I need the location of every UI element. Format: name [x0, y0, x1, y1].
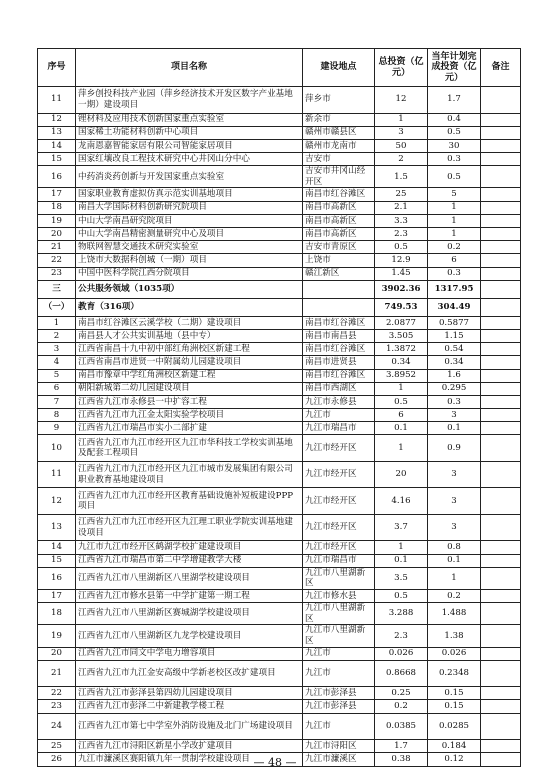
- cell-project-name: 锂材料及应用技术创新国家重点实验室: [76, 113, 303, 126]
- cell-note: [481, 228, 521, 241]
- cell-total-investment: 2.0877: [375, 316, 428, 329]
- page-number: — 48 —: [253, 756, 297, 769]
- cell-annual-plan: 0.0285: [428, 713, 481, 740]
- table-row: [38, 241, 521, 254]
- cell-annual-plan: 3: [428, 488, 481, 515]
- cell-annual-plan: 1317.95: [428, 280, 481, 298]
- cell-total-investment: 3.7: [375, 514, 428, 541]
- cell-project-name: 南昌市豫章中学红角洲校区新建工程: [76, 369, 303, 382]
- cell-project-name: 江西省九江市九江市经开区九江市华科技工学校实训基地及配套工程项目: [76, 435, 303, 462]
- cell-annual-plan: 1: [428, 201, 481, 214]
- cell-annual-plan: 304.49: [428, 298, 481, 316]
- cell-index: 21: [38, 241, 76, 254]
- table-row: [38, 700, 521, 713]
- cell-index: 7: [38, 395, 76, 408]
- cell-total-investment: 0.2: [375, 700, 428, 713]
- cell-total-investment: 3.8952: [375, 369, 428, 382]
- cell-project-name: 江西省九江市同文中学电力增容项目: [76, 647, 303, 660]
- cell-total-investment: 2.3: [375, 625, 428, 647]
- header-location: 建设地点: [303, 49, 375, 87]
- cell-total-investment: 1: [375, 382, 428, 395]
- cell-total-investment: 0.0385: [375, 713, 428, 740]
- cell-location: 赣州市龙南市: [303, 139, 375, 152]
- cell-index: 20: [38, 647, 76, 660]
- cell-note: [481, 514, 521, 541]
- cell-index: 8: [38, 409, 76, 422]
- project-table: [37, 48, 521, 767]
- cell-note: [481, 713, 521, 740]
- table-row: [38, 660, 521, 687]
- cell-project-name: 国家红壤改良工程技术研究中心井冈山分中心: [76, 153, 303, 166]
- header-index: 序号: [38, 49, 76, 87]
- section-row: [38, 280, 521, 298]
- cell-note: [481, 201, 521, 214]
- cell-total-investment: 3.5: [375, 567, 428, 589]
- cell-project-name: 江西省九江市浔阳区新星小学改扩建项目: [76, 740, 303, 753]
- cell-annual-plan: 0.34: [428, 356, 481, 369]
- cell-project-name: 江西省九江市第七中学室外消防设施及北门广场建设项目: [76, 713, 303, 740]
- table-row: [38, 166, 521, 188]
- cell-note: [481, 625, 521, 647]
- cell-location: 南昌市高新区: [303, 201, 375, 214]
- cell-index: 20: [38, 228, 76, 241]
- cell-total-investment: 0.5: [375, 241, 428, 254]
- cell-total-investment: 0.1: [375, 554, 428, 567]
- table-row: [38, 409, 521, 422]
- cell-index: 1: [38, 316, 76, 329]
- cell-index: 11: [38, 461, 76, 488]
- cell-project-name: 九江市濂溪区赛阳镇九年一贯制学校建设项目: [76, 753, 303, 766]
- cell-index: 12: [38, 488, 76, 515]
- cell-total-investment: 0.5: [375, 395, 428, 408]
- cell-location: 九江市经开区: [303, 435, 375, 462]
- cell-total-investment: 1.7: [375, 740, 428, 753]
- cell-project-name: 中山大学南昌研究院项目: [76, 214, 303, 227]
- header-note: 备注: [481, 49, 521, 87]
- cell-index: 17: [38, 188, 76, 201]
- cell-project-name: 中山大学南昌精密测量研究中心及项目: [76, 228, 303, 241]
- table-row: [38, 87, 521, 114]
- cell-annual-plan: 0.5: [428, 166, 481, 188]
- cell-index: 23: [38, 267, 76, 280]
- cell-index: 17: [38, 590, 76, 603]
- cell-note: [481, 660, 521, 687]
- cell-total-investment: 1.3872: [375, 343, 428, 356]
- cell-index: 3: [38, 343, 76, 356]
- table-row: [38, 740, 521, 753]
- cell-project-name: 萍乡创投科技产业园（萍乡经济技术开发区数字产业基地一期）建设项目: [76, 87, 303, 114]
- cell-total-investment: 1: [375, 541, 428, 554]
- cell-project-name: 江西省九江市八里湖新区八里湖学校建设项目: [76, 567, 303, 589]
- cell-total-investment: 6: [375, 409, 428, 422]
- cell-location: 上饶市: [303, 254, 375, 267]
- cell-project-name: 教育（316项）: [76, 298, 303, 316]
- cell-annual-plan: 1: [428, 567, 481, 589]
- cell-annual-plan: 0.9: [428, 435, 481, 462]
- cell-annual-plan: 0.3: [428, 395, 481, 408]
- cell-project-name: 朝阳新城第二幼儿园建设项目: [76, 382, 303, 395]
- cell-location: 九江市: [303, 409, 375, 422]
- table-row: [38, 395, 521, 408]
- cell-index: 12: [38, 113, 76, 126]
- cell-total-investment: 1.45: [375, 267, 428, 280]
- table-row: [38, 267, 521, 280]
- cell-index: 11: [38, 87, 76, 114]
- cell-location: 九江市浔阳区: [303, 740, 375, 753]
- table-row: [38, 214, 521, 227]
- cell-annual-plan: 0.2348: [428, 660, 481, 687]
- cell-total-investment: 50: [375, 139, 428, 152]
- cell-note: [481, 422, 521, 435]
- cell-total-investment: 3.288: [375, 603, 428, 625]
- cell-note: [481, 113, 521, 126]
- table-row: [38, 713, 521, 740]
- cell-project-name: 江西省九江市九江市经开区九江市城市发展集团有限公司职业教育基地建设项目: [76, 461, 303, 488]
- cell-project-name: 江西省九江市瑞昌市实小二部扩建: [76, 422, 303, 435]
- cell-project-name: 南昌市红谷滩区云溪学校（二期）建设项目: [76, 316, 303, 329]
- cell-location: [303, 298, 375, 316]
- cell-total-investment: 749.53: [375, 298, 428, 316]
- cell-note: [481, 647, 521, 660]
- table-row: [38, 647, 521, 660]
- cell-note: [481, 488, 521, 515]
- cell-note: [481, 603, 521, 625]
- cell-total-investment: 1.5: [375, 166, 428, 188]
- table-row: [38, 316, 521, 329]
- cell-annual-plan: 1.15: [428, 329, 481, 342]
- cell-location: 南昌市高新区: [303, 228, 375, 241]
- cell-total-investment: 1: [375, 435, 428, 462]
- cell-total-investment: 3.3: [375, 214, 428, 227]
- cell-note: [481, 382, 521, 395]
- cell-total-investment: 12: [375, 87, 428, 114]
- table-row: [38, 514, 521, 541]
- cell-total-investment: 2.3: [375, 228, 428, 241]
- table-row: [38, 126, 521, 139]
- cell-annual-plan: 1.6: [428, 369, 481, 382]
- cell-project-name: 江西省九江市八里湖新区赛城湖学校建设项目: [76, 603, 303, 625]
- cell-index: 6: [38, 382, 76, 395]
- table-header-row: [38, 49, 521, 87]
- cell-index: 4: [38, 356, 76, 369]
- cell-total-investment: 25: [375, 188, 428, 201]
- cell-total-investment: 0.34: [375, 356, 428, 369]
- cell-total-investment: 3.505: [375, 329, 428, 342]
- cell-note: [481, 541, 521, 554]
- cell-total-investment: 0.5: [375, 590, 428, 603]
- cell-total-investment: 0.1: [375, 422, 428, 435]
- cell-index: 18: [38, 201, 76, 214]
- cell-total-investment: 3902.36: [375, 280, 428, 298]
- cell-note: [481, 166, 521, 188]
- cell-note: [481, 139, 521, 152]
- table-row: [38, 343, 521, 356]
- cell-total-investment: 0.026: [375, 647, 428, 660]
- cell-location: 南昌市高新区: [303, 214, 375, 227]
- cell-project-name: 江西省九江市九江金安高级中学新老校区改扩建项目: [76, 660, 303, 687]
- cell-location: 九江市濂溪区: [303, 753, 375, 766]
- cell-project-name: 江西省九江市永修县一中扩容工程: [76, 395, 303, 408]
- cell-note: [481, 356, 521, 369]
- cell-note: [481, 687, 521, 700]
- cell-project-name: 江西省南昌市进贤一中附属幼儿园建设项目: [76, 356, 303, 369]
- cell-location: [303, 280, 375, 298]
- cell-location: 南昌市红谷滩区: [303, 316, 375, 329]
- cell-annual-plan: 3: [428, 514, 481, 541]
- cell-annual-plan: 5: [428, 188, 481, 201]
- cell-annual-plan: 0.1: [428, 554, 481, 567]
- cell-project-name: 公共服务领域（1035项）: [76, 280, 303, 298]
- cell-annual-plan: 0.8: [428, 541, 481, 554]
- table-row: [38, 554, 521, 567]
- cell-index: 16: [38, 166, 76, 188]
- cell-annual-plan: 0.54: [428, 343, 481, 356]
- table-row: [38, 139, 521, 152]
- cell-index: 16: [38, 567, 76, 589]
- cell-note: [481, 461, 521, 488]
- cell-location: 南昌市红谷滩区: [303, 343, 375, 356]
- table-row: [38, 590, 521, 603]
- cell-index: 13: [38, 126, 76, 139]
- cell-annual-plan: 0.3: [428, 267, 481, 280]
- cell-location: 九江市瑞昌市: [303, 554, 375, 567]
- cell-location: 赣江新区: [303, 267, 375, 280]
- cell-index: 25: [38, 740, 76, 753]
- cell-note: [481, 188, 521, 201]
- cell-location: 南昌市红谷滩区: [303, 369, 375, 382]
- cell-note: [481, 554, 521, 567]
- table-row: [38, 356, 521, 369]
- cell-location: 南昌市进贤县: [303, 356, 375, 369]
- cell-note: [481, 214, 521, 227]
- cell-project-name: 中药消炎药创新与开发国家重点实验室: [76, 166, 303, 188]
- table-row: [38, 153, 521, 166]
- table-row: [38, 461, 521, 488]
- cell-location: 新余市: [303, 113, 375, 126]
- cell-note: [481, 435, 521, 462]
- cell-location: 九江市瑞昌市: [303, 422, 375, 435]
- cell-note: [481, 254, 521, 267]
- table-row: [38, 541, 521, 554]
- cell-total-investment: 2.1: [375, 201, 428, 214]
- cell-annual-plan: 0.184: [428, 740, 481, 753]
- cell-annual-plan: 0.15: [428, 700, 481, 713]
- cell-project-name: 国家职业教育虚拟仿真示范实训基地项目: [76, 188, 303, 201]
- cell-location: 南昌市红谷滩区: [303, 188, 375, 201]
- cell-annual-plan: 3: [428, 461, 481, 488]
- table-row: [38, 201, 521, 214]
- cell-project-name: 国家稀土功能材料创新中心项目: [76, 126, 303, 139]
- cell-note: [481, 395, 521, 408]
- cell-project-name: 江西省九江市彭泽县第四幼儿园建设项目: [76, 687, 303, 700]
- cell-annual-plan: 0.4: [428, 113, 481, 126]
- cell-location: 九江市彭泽县: [303, 687, 375, 700]
- cell-total-investment: 0.25: [375, 687, 428, 700]
- cell-total-investment: 20: [375, 461, 428, 488]
- cell-note: [481, 590, 521, 603]
- cell-location: 南昌市西湖区: [303, 382, 375, 395]
- cell-location: 吉安市青原区: [303, 241, 375, 254]
- cell-index: 22: [38, 687, 76, 700]
- table-row: [38, 369, 521, 382]
- cell-annual-plan: 1: [428, 228, 481, 241]
- cell-note: [481, 267, 521, 280]
- cell-location: 九江市彭泽县: [303, 700, 375, 713]
- cell-annual-plan: 0.026: [428, 647, 481, 660]
- table-row: [38, 687, 521, 700]
- cell-index: 21: [38, 660, 76, 687]
- cell-project-name: 江西省九江市九江市经开区教育基础设施补短板建设PPP项目: [76, 488, 303, 515]
- cell-total-investment: 4.16: [375, 488, 428, 515]
- cell-note: [481, 153, 521, 166]
- cell-annual-plan: 3: [428, 409, 481, 422]
- cell-location: 九江市八里湖新区: [303, 625, 375, 647]
- cell-index: 14: [38, 139, 76, 152]
- table-row: [38, 603, 521, 625]
- cell-project-name: 南昌县人才公共实训基地（县中专）: [76, 329, 303, 342]
- cell-annual-plan: 1: [428, 214, 481, 227]
- table-row: [38, 113, 521, 126]
- cell-note: [481, 343, 521, 356]
- cell-annual-plan: 0.1: [428, 422, 481, 435]
- cell-project-name: 江西省南昌十九中初中部红角洲校区新建工程: [76, 343, 303, 356]
- cell-location: 九江市经开区: [303, 541, 375, 554]
- cell-location: 吉安市: [303, 153, 375, 166]
- cell-annual-plan: 0.295: [428, 382, 481, 395]
- cell-note: [481, 241, 521, 254]
- cell-project-name: 龙南恩嘉智能家居有限公司智能家居项目: [76, 139, 303, 152]
- cell-total-investment: 1: [375, 113, 428, 126]
- cell-index: 26: [38, 753, 76, 766]
- cell-note: [481, 740, 521, 753]
- cell-note: [481, 126, 521, 139]
- cell-total-investment: 2: [375, 153, 428, 166]
- cell-annual-plan: 0.15: [428, 687, 481, 700]
- cell-project-name: 物联网智慧交通技术研究实验室: [76, 241, 303, 254]
- cell-project-name: 中国中医科学院江西分院项目: [76, 267, 303, 280]
- header-annual-plan: 当年计划完成投资（亿元）: [428, 49, 481, 87]
- cell-annual-plan: 0.3: [428, 153, 481, 166]
- cell-note: [481, 567, 521, 589]
- cell-project-name: 江西省九江市修水县第一中学扩建第一期工程: [76, 590, 303, 603]
- cell-index: （一）: [38, 298, 76, 316]
- cell-note: [481, 298, 521, 316]
- cell-note: [481, 316, 521, 329]
- cell-index: 2: [38, 329, 76, 342]
- cell-project-name: 江西省九江市九江市经开区九江理工职业学院实训基地建设项目: [76, 514, 303, 541]
- table-row: [38, 435, 521, 462]
- table-row: [38, 329, 521, 342]
- cell-location: 赣州市赣县区: [303, 126, 375, 139]
- cell-annual-plan: 1.38: [428, 625, 481, 647]
- cell-note: [481, 329, 521, 342]
- cell-project-name: 江西省九江市九江金太阳实验学校项目: [76, 409, 303, 422]
- cell-location: 九江市经开区: [303, 514, 375, 541]
- header-project-name: 项目名称: [76, 49, 303, 87]
- cell-index: 13: [38, 514, 76, 541]
- cell-annual-plan: 0.2: [428, 590, 481, 603]
- cell-location: 九江市八里湖新区: [303, 567, 375, 589]
- cell-project-name: 江西省九江市彭泽二中新建教学楼工程: [76, 700, 303, 713]
- header-total-investment: 总投资（亿元）: [375, 49, 428, 87]
- cell-annual-plan: 0.2: [428, 241, 481, 254]
- cell-index: 19: [38, 625, 76, 647]
- cell-annual-plan: 0.5877: [428, 316, 481, 329]
- cell-index: 14: [38, 541, 76, 554]
- cell-location: 吉安市井冈山经开区: [303, 166, 375, 188]
- table-row: [38, 567, 521, 589]
- cell-total-investment: 0.38: [375, 753, 428, 766]
- cell-index: 三: [38, 280, 76, 298]
- cell-project-name: 江西省九江市瑞昌市第二中学增建教学大楼: [76, 554, 303, 567]
- cell-note: [481, 280, 521, 298]
- cell-project-name: 南昌大学国际材料创新研究院项目: [76, 201, 303, 214]
- cell-annual-plan: 0.5: [428, 126, 481, 139]
- table-row: [38, 625, 521, 647]
- cell-note: [481, 700, 521, 713]
- cell-location: 九江市经开区: [303, 461, 375, 488]
- cell-index: 22: [38, 254, 76, 267]
- cell-index: 23: [38, 700, 76, 713]
- cell-project-name: 上饶市大数据科创城（一期）项目: [76, 254, 303, 267]
- cell-index: 5: [38, 369, 76, 382]
- cell-location: 九江市八里湖新区: [303, 603, 375, 625]
- section-row: [38, 298, 521, 316]
- cell-index: 19: [38, 214, 76, 227]
- cell-index: 10: [38, 435, 76, 462]
- cell-note: [481, 409, 521, 422]
- cell-annual-plan: 1.488: [428, 603, 481, 625]
- table-row: [38, 188, 521, 201]
- cell-index: 15: [38, 554, 76, 567]
- cell-location: 九江市: [303, 713, 375, 740]
- cell-annual-plan: 1.7: [428, 87, 481, 114]
- cell-total-investment: 3: [375, 126, 428, 139]
- cell-total-investment: 12.9: [375, 254, 428, 267]
- cell-location: 萍乡市: [303, 87, 375, 114]
- table-row: [38, 422, 521, 435]
- cell-note: [481, 369, 521, 382]
- cell-location: 九江市永修县: [303, 395, 375, 408]
- table-row: [38, 254, 521, 267]
- cell-index: 15: [38, 153, 76, 166]
- table-row: [38, 382, 521, 395]
- cell-location: 九江市: [303, 647, 375, 660]
- table-row: [38, 228, 521, 241]
- table-row: [38, 488, 521, 515]
- cell-location: 九江市经开区: [303, 488, 375, 515]
- cell-project-name: 江西省九江市八里湖新区九龙学校建设项目: [76, 625, 303, 647]
- cell-location: 南昌市南昌县: [303, 329, 375, 342]
- cell-total-investment: 0.8668: [375, 660, 428, 687]
- cell-annual-plan: 6: [428, 254, 481, 267]
- cell-note: [481, 87, 521, 114]
- cell-index: 18: [38, 603, 76, 625]
- cell-annual-plan: 30: [428, 139, 481, 152]
- cell-index: 24: [38, 713, 76, 740]
- cell-index: 9: [38, 422, 76, 435]
- cell-annual-plan: 0.12: [428, 753, 481, 766]
- cell-project-name: 九江市九江市经开区鹤湖学校扩建建设项目: [76, 541, 303, 554]
- cell-location: 九江市修水县: [303, 590, 375, 603]
- cell-location: 九江市: [303, 660, 375, 687]
